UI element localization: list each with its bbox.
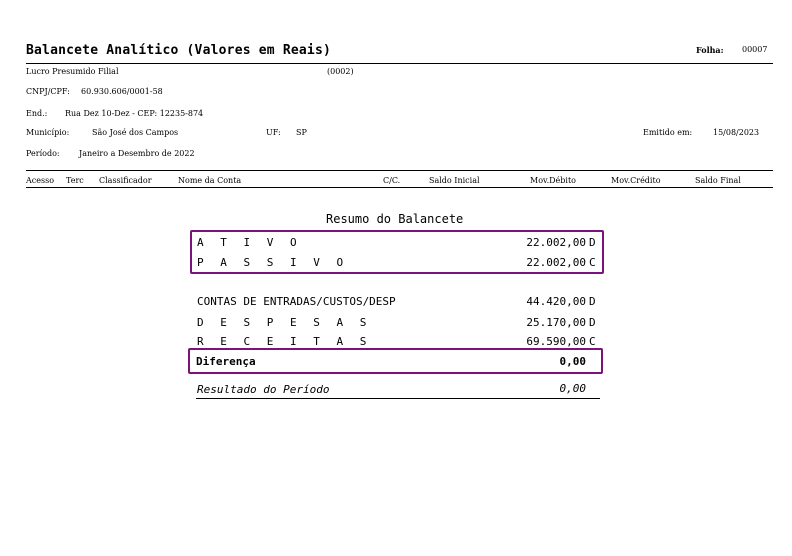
passivo-label: P A S S I V O bbox=[197, 256, 349, 269]
passivo-dc: C bbox=[589, 256, 596, 269]
col-terc: Terc bbox=[66, 176, 84, 185]
company-code: (0002) bbox=[327, 67, 354, 76]
col-saldo-inicial: Saldo Inicial bbox=[429, 176, 480, 185]
col-acesso: Acesso bbox=[26, 176, 55, 185]
despesas-label: D E S P E S A S bbox=[197, 316, 372, 329]
contas-dc: D bbox=[589, 295, 596, 308]
report-title: Balancete Analítico (Valores em Reais) bbox=[26, 43, 332, 58]
despesas-value: 25.170,00 bbox=[526, 316, 586, 329]
ativo-value: 22.002,00 bbox=[526, 236, 586, 249]
resultado-label: Resultado do Período bbox=[197, 383, 330, 396]
contas-label: CONTAS DE ENTRADAS/CUSTOS/DESP bbox=[197, 295, 396, 308]
col-classificador: Classificador bbox=[99, 176, 152, 185]
receitas-label: R E C E I T A S bbox=[197, 335, 372, 348]
uf-value: SP bbox=[296, 128, 307, 137]
emitido-label: Emitido em: bbox=[643, 128, 693, 137]
folha-value: 00007 bbox=[742, 45, 768, 54]
cnpj-label: CNPJ/CPF: bbox=[26, 87, 70, 96]
company-name: Lucro Presumido Filial bbox=[26, 67, 119, 76]
uf-label: UF: bbox=[266, 128, 281, 137]
contas-value: 44.420,00 bbox=[526, 295, 586, 308]
periodo-label: Período: bbox=[26, 149, 60, 158]
resultado-value: 0,00 bbox=[559, 382, 586, 395]
emitido-value: 15/08/2023 bbox=[713, 128, 760, 137]
municipio-label: Município: bbox=[26, 128, 70, 137]
folha-label: Folha: bbox=[696, 45, 724, 55]
ativo-label: A T I V O bbox=[197, 236, 302, 249]
diferenca-value: 0,00 bbox=[559, 355, 586, 368]
col-mov-debito: Mov.Débito bbox=[530, 176, 576, 185]
receitas-dc: C bbox=[589, 335, 596, 348]
col-saldo-final: Saldo Final bbox=[695, 176, 741, 185]
col-cc: C/C. bbox=[383, 176, 401, 185]
periodo-value: Janeiro a Desembro de 2022 bbox=[79, 149, 195, 158]
passivo-value: 22.002,00 bbox=[526, 256, 586, 269]
columns-bottom-rule bbox=[26, 187, 773, 188]
columns-top-rule bbox=[26, 170, 773, 171]
col-nome-conta: Nome da Conta bbox=[178, 176, 242, 185]
address-value: Rua Dez 10-Dez - CEP: 12235-874 bbox=[65, 109, 204, 118]
col-mov-credito: Mov.Crédito bbox=[611, 176, 661, 185]
header-rule bbox=[26, 63, 773, 64]
despesas-dc: D bbox=[589, 316, 596, 329]
municipio-value: São José dos Campos bbox=[92, 128, 179, 137]
receitas-value: 69.590,00 bbox=[526, 335, 586, 348]
summary-title: Resumo do Balancete bbox=[326, 212, 464, 226]
cnpj-value: 60.930.606/0001-58 bbox=[81, 87, 163, 96]
address-label: End.: bbox=[26, 109, 48, 118]
resultado-rule bbox=[196, 398, 600, 399]
ativo-dc: D bbox=[589, 236, 596, 249]
diferenca-label: Diferença bbox=[196, 355, 256, 368]
